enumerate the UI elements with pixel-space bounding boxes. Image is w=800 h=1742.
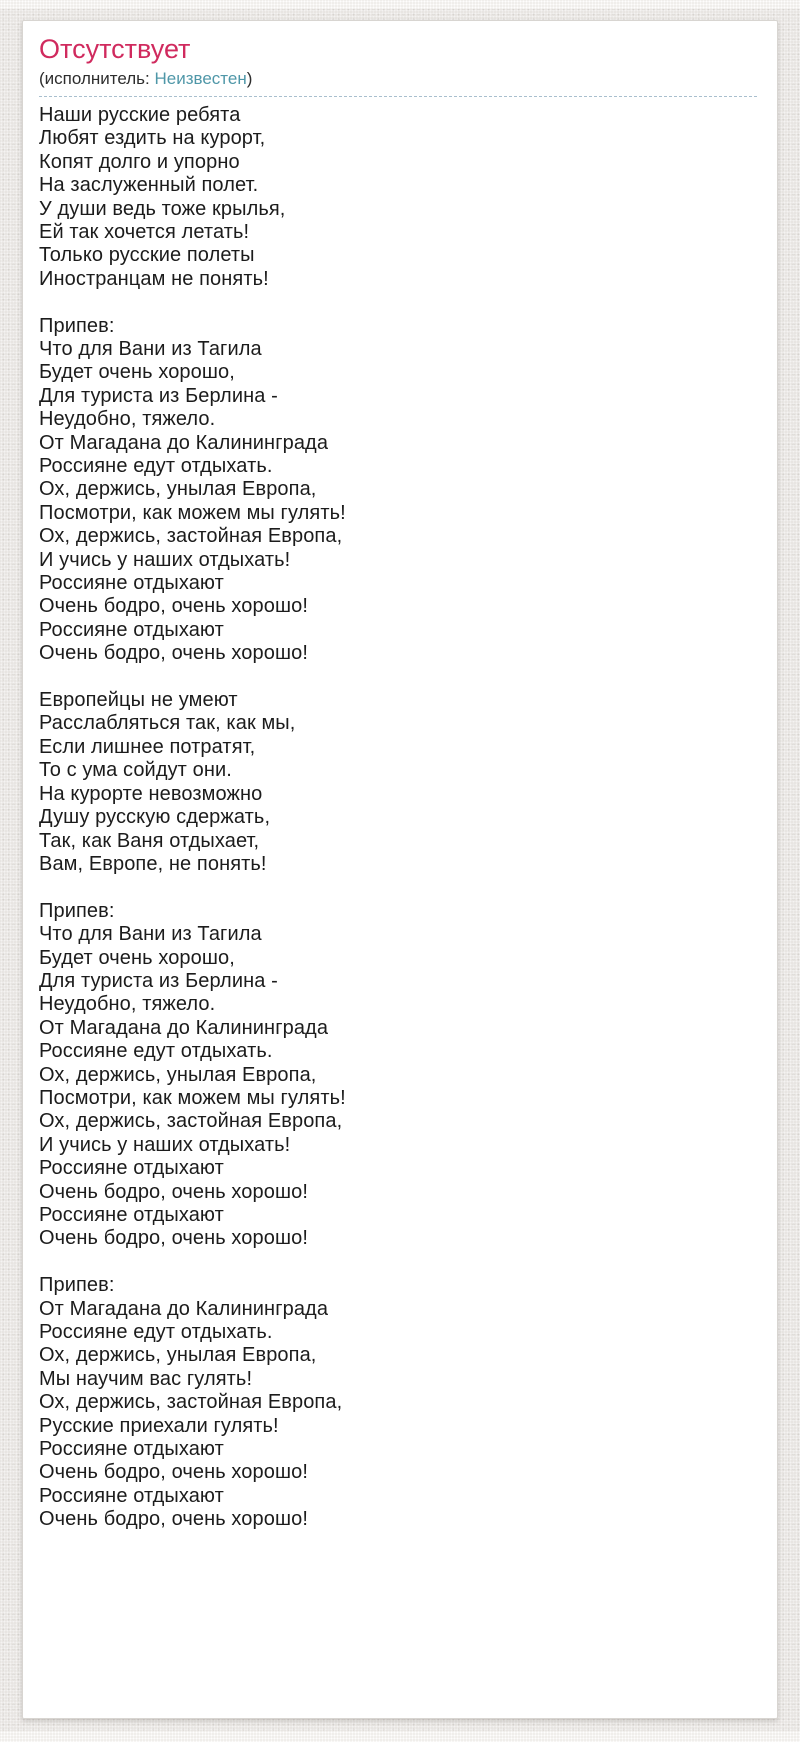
lyric-line: Припев:	[39, 899, 115, 922]
lyric-line: Ох, держись, застойная Европа,	[39, 1110, 343, 1133]
lyric-line: Россияне отдыхают	[39, 1438, 224, 1461]
lyric-line: На курорте невозможно	[39, 782, 263, 805]
lyric-line: Если лишнее потратят,	[39, 735, 256, 758]
lyric-line: Наши русские ребята	[39, 103, 241, 126]
lyric-line: Ох, держись, застойная Европа,	[39, 1391, 343, 1414]
lyric-line: От Магадана до Калининграда	[39, 1016, 329, 1039]
lyric-line: Будет очень хорошо,	[39, 361, 235, 384]
stanza	[39, 689, 757, 876]
lyric-line: Мы научим вас гулять!	[39, 1367, 253, 1390]
lyric-line: Ох, держись, унылая Европа,	[39, 1344, 317, 1367]
lyric-line: То с ума сойдут они.	[39, 759, 232, 782]
lyric-line: Только русские полеты	[39, 244, 255, 267]
lyric-line: Так, как Ваня отдыхает,	[39, 829, 260, 852]
lyric-line: Иностранцам не понять!	[39, 267, 269, 290]
lyric-line: Душу русскую сдержать,	[39, 806, 271, 829]
lyric-line: Очень бодро, очень хорошо!	[39, 1461, 309, 1484]
lyric-line: Для туриста из Берлина -	[39, 384, 278, 407]
lyric-line: Россияне отдыхают	[39, 1203, 224, 1226]
lyric-line: Россияне едут отдыхать.	[39, 1040, 273, 1063]
lyric-line: Очень бодро, очень хорошо!	[39, 1227, 309, 1250]
lyric-line: Расслабляться так, как мы,	[39, 712, 296, 735]
lyric-line: Что для Вани из Тагила	[39, 337, 262, 360]
lyric-line: Будет очень хорошо,	[39, 946, 235, 969]
lyric-line: На заслуженный полет.	[39, 174, 259, 197]
lyric-line: От Магадана до Калининграда	[39, 1297, 329, 1320]
lyric-line: И учись у наших отдыхать!	[39, 548, 291, 571]
lyric-line: Очень бодро, очень хорошо!	[39, 1180, 309, 1203]
lyric-line: Припев:	[39, 1274, 115, 1297]
lyric-line: Ох, держись, унылая Европа,	[39, 1063, 317, 1086]
lyric-line: Очень бодро, очень хорошо!	[39, 642, 309, 665]
lyric-line: Ох, держись, унылая Европа,	[39, 478, 317, 501]
lyric-line: Ох, держись, застойная Европа,	[39, 525, 343, 548]
stanza	[39, 1274, 757, 1531]
lyric-line: Россияне отдыхают	[39, 572, 224, 595]
lyric-line: Очень бодро, очень хорошо!	[39, 1508, 309, 1531]
page-texture-top	[0, 0, 800, 9]
lyric-line: Посмотри, как можем мы гулять!	[39, 501, 346, 524]
lyric-line: Припев:	[39, 314, 115, 337]
lyric-line: Что для Вани из Тагила	[39, 923, 262, 946]
lyric-line: От Магадана до Калининграда	[39, 431, 329, 454]
lyric-line: Любят ездить на курорт,	[39, 127, 266, 150]
lyric-line: Для туриста из Берлина -	[39, 969, 278, 992]
lyric-line: Вам, Европе, не понять!	[39, 852, 267, 875]
lyric-line: Россияне едут отдыхать.	[39, 1321, 273, 1343]
page-texture-bottom	[0, 1731, 800, 1742]
lyrics-text	[39, 104, 757, 1532]
lyric-line: Европейцы не умеют	[39, 689, 238, 712]
artist-label: (исполнитель:	[39, 68, 155, 88]
stanza	[39, 315, 757, 666]
lyric-line: Русские приехали гулять!	[39, 1414, 279, 1437]
lyric-line: Посмотри, как можем мы гулять!	[39, 1086, 346, 1109]
lyric-line: Ей так хочется летать!	[39, 220, 250, 243]
lyric-line: Россияне едут отдыхать.	[39, 455, 273, 478]
stanza	[39, 104, 757, 291]
artist-label-close: )	[246, 68, 253, 88]
lyric-line: Россияне отдыхают	[39, 1157, 224, 1180]
lyric-line: Неудобно, тяжело.	[39, 408, 216, 431]
song-title: Отсутствует	[39, 34, 191, 64]
lyric-line: У души ведь тоже крылья,	[39, 197, 286, 220]
stanza	[39, 900, 757, 1251]
lyric-line: И учись у наших отдыхать!	[39, 1133, 291, 1156]
lyric-line: Копят долго и упорно	[39, 150, 240, 173]
lyric-line: Россияне отдыхают	[39, 1484, 224, 1507]
lyric-line: Очень бодро, очень хорошо!	[39, 595, 309, 618]
lyrics-card	[22, 20, 778, 1719]
lyric-line: Неудобно, тяжело.	[39, 993, 216, 1016]
artist-line	[39, 65, 757, 97]
lyric-line: Россияне отдыхают	[39, 618, 224, 641]
artist-link[interactable]: Неизвестен	[154, 68, 247, 88]
